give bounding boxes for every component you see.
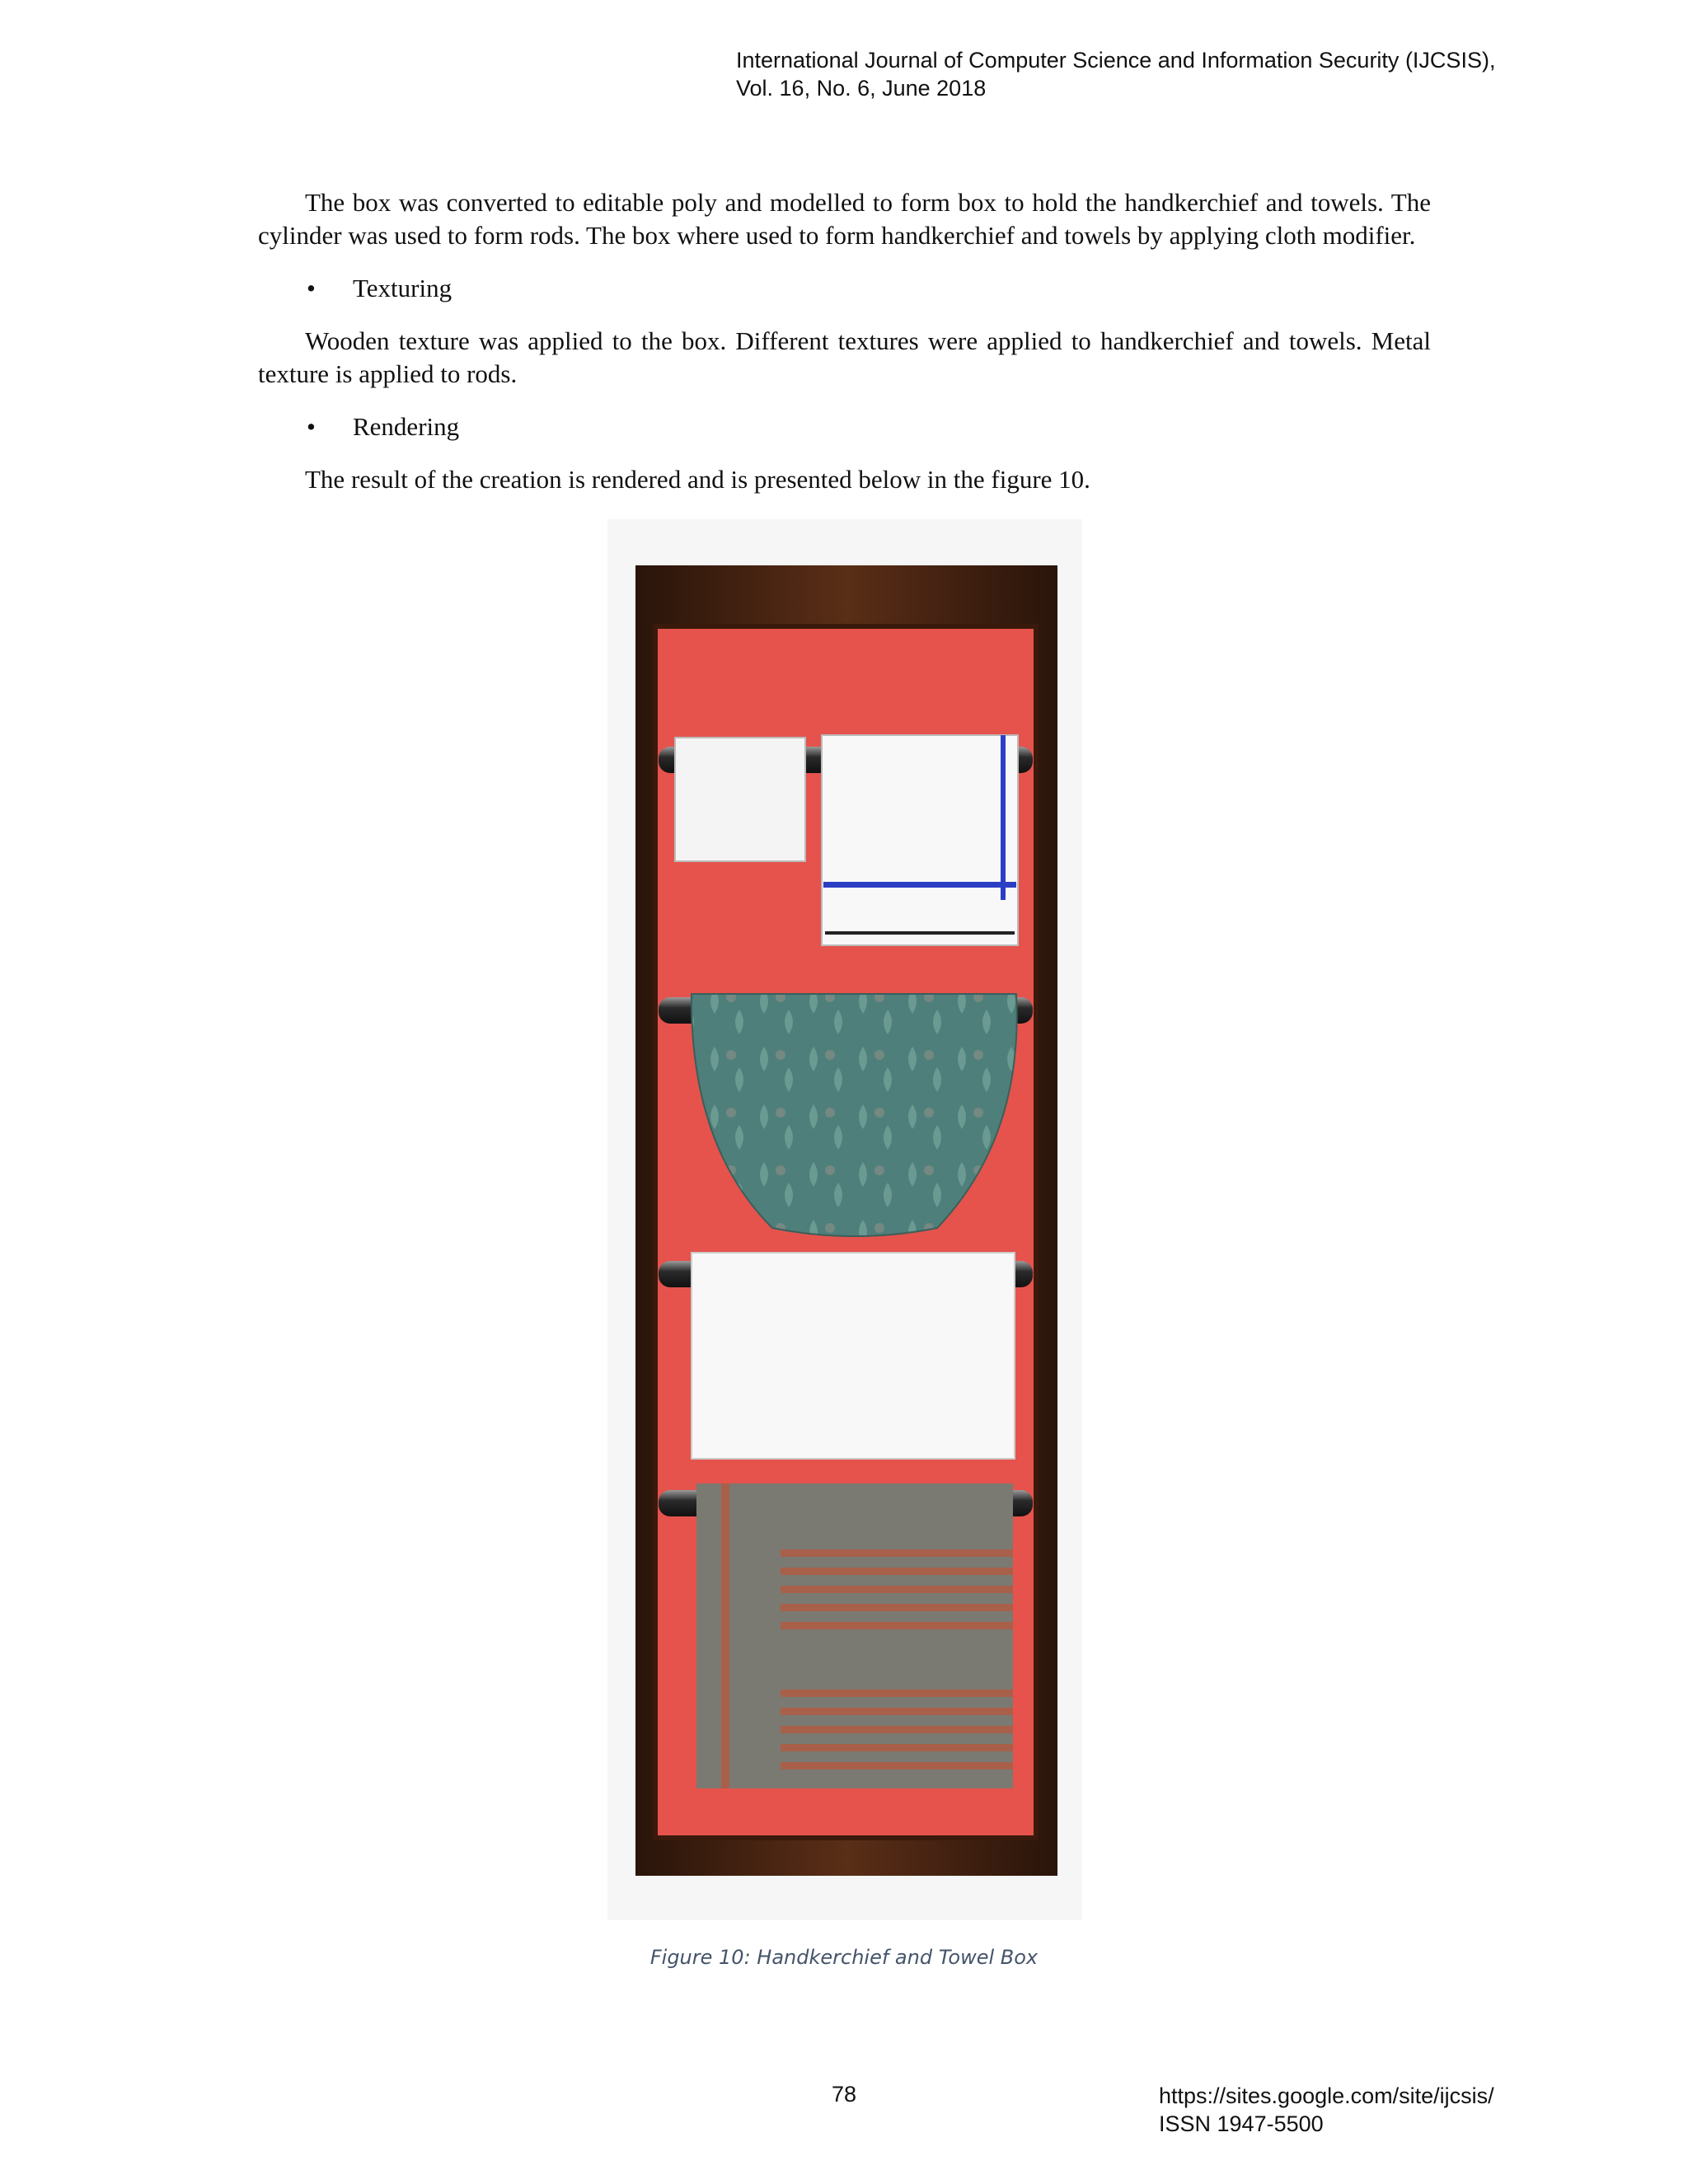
journal-title-line: International Journal of Computer Science and Information Security (IJCSIS), [736, 48, 1496, 73]
footer-info [1159, 2082, 1494, 2138]
figure-caption: Figure 10: Handkerchief and Towel Box [649, 1946, 1039, 1969]
journal-issn: ISSN 1947-5500 [1159, 2111, 1324, 2136]
bullet-texturing [307, 272, 452, 305]
bullet-label: Rendering [353, 412, 460, 441]
bullet-rendering [307, 410, 459, 443]
journal-url[interactable]: https://sites.google.com/site/ijcsis/ [1159, 2083, 1494, 2108]
paragraph-rendering: The result of the creation is rendered and is presented below in the figure 10. [305, 465, 1090, 494]
paragraph-texturing: Wooden texture was applied to the box. Different textures were applied to handkerchief and towels. Metal texture is applied to rods. [258, 326, 1431, 388]
bullet-label: Texturing [353, 274, 452, 302]
figure-render-image [607, 519, 1082, 1920]
page-number: 78 [832, 2082, 857, 2107]
towel-box-illustration [607, 519, 1082, 1920]
journal-volume-line: Vol. 16, No. 6, June 2018 [736, 76, 987, 101]
bullet-icon: • [307, 274, 316, 302]
paragraph-modelling: The box was converted to editable poly and modelled to form box to hold the handkerchief and towels. The cylinder was used to form rods. The box where used to form handkerchief and towels by applying cloth modifier. [258, 188, 1431, 250]
running-header [736, 46, 1495, 102]
bullet-icon: • [307, 412, 316, 441]
